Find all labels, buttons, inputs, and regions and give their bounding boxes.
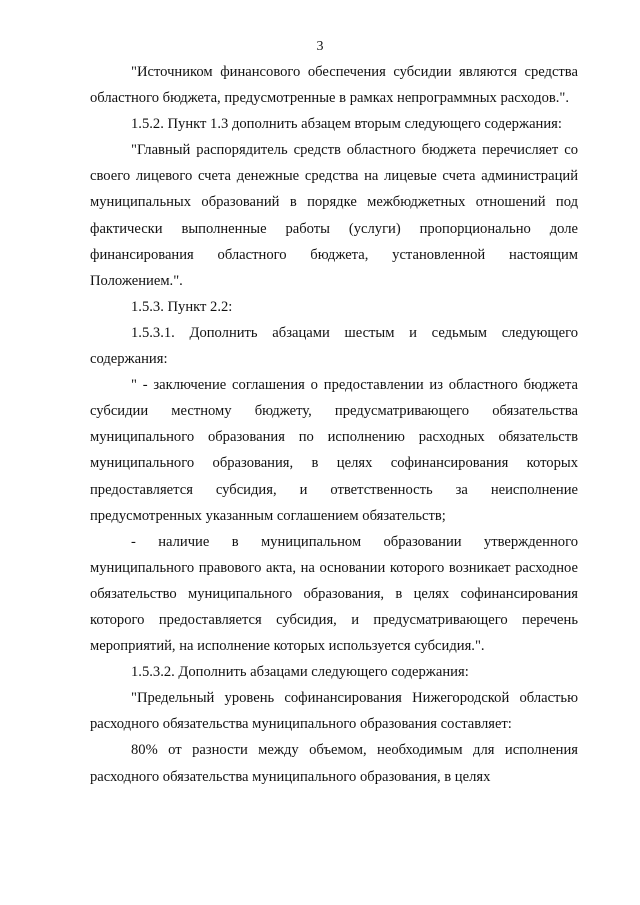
paragraph-main-distributor: "Главный распорядитель средств областного бюджета перечисляет со своего лицевого счета денежные средства на лицевые счета администраций муниципальных образований в порядке межбюджетных отношений под фактически выполненные работы (услуги) пропорционально доле финансирования областного бюджета, установленной настоящим Положением.".: [90, 142, 578, 289]
paragraph-cofinancing-limit: "Предельный уровень софинансирования Нижегородской областью расходного обязательства муниципального образования составляет:: [90, 690, 578, 733]
paragraph-legal-act-condition: - наличие в муниципальном образовании утвержденного муниципального правового акта, на основании которого возникает расходное обязательство муниципального образования, в целях софинансирования которого предоставляется субсидия, и предусматривающего перечень мероприятий, на исполнение которых используется субсидия.".: [90, 533, 578, 655]
paragraph-1-5-2-heading: 1.5.2. Пункт 1.3 дополнить абзацем вторым следующего содержания:: [131, 116, 562, 133]
paragraph-eighty-percent: 80% от разности между объемом, необходимым для исполнения расходного обязательства муниципального образования, в целях: [90, 742, 578, 785]
document-body: [90, 59, 578, 790]
paragraph-1-5-3-heading: 1.5.3. Пункт 2.2:: [131, 298, 233, 315]
paragraph-1-5-3-1-heading: 1.5.3.1. Дополнить абзацами шестым и седьмым следующего содержания:: [90, 324, 578, 368]
page-number: 3: [316, 39, 324, 54]
paragraph-funding-source: "Источником финансового обеспечения субсидии являются средства областного бюджета, предусмотренные в рамках непрограммных расходов.".: [90, 64, 578, 107]
paragraph-agreement-condition: " - заключение соглашения о предоставлении из областного бюджета субсидии местному бюджету, предусматривающего обязательства муниципального образования по исполнению расходных обязательств муниципального образования, в целях софинансирования которых предоставляется субсидия, и ответственность за неисполнение предусмотренных указанным соглашением обязательств;: [90, 377, 578, 524]
paragraph-1-5-3-2-heading: 1.5.3.2. Дополнить абзацами следующего содержания:: [131, 664, 469, 681]
